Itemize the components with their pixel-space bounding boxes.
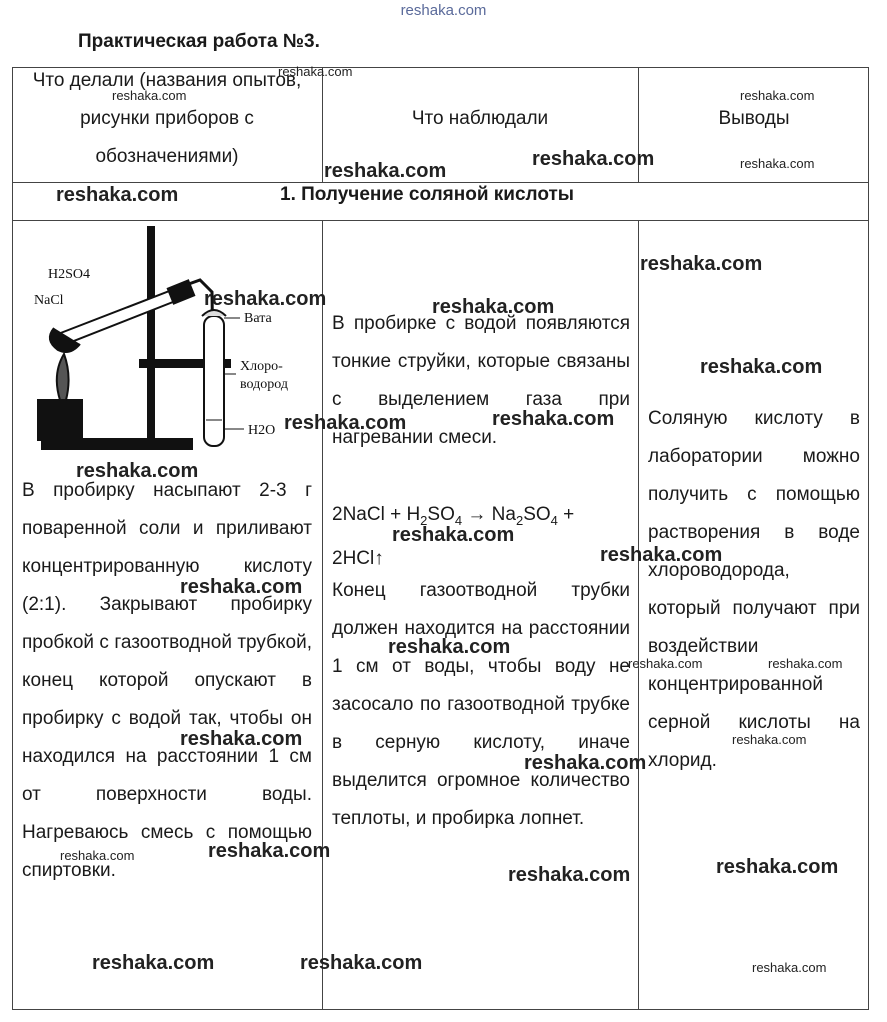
watermark: reshaka.com	[60, 848, 135, 863]
watermark: reshaka.com	[752, 960, 827, 975]
col1-text: В пробирку насыпают 2-3 г поваренной соли и приливают концентрированную кислоту (2:1). Закрывают пробирку пробкой с газоотводной трубкой, конец которой опускают в пробирку с водой так, чтобы он находился на расстоянии 1 см от поверхности воды. Нагреваюсь смесь с помощью спиртовки.	[22, 480, 312, 881]
watermark: reshaka.com	[56, 184, 179, 206]
formula-subscript: 2	[515, 512, 524, 528]
formula-subscript: 2	[420, 512, 428, 528]
watermark: reshaka.com	[180, 576, 303, 598]
header-observed: Что наблюдали	[411, 108, 549, 129]
watermark: reshaka.com	[388, 636, 511, 658]
row-divider	[12, 220, 869, 221]
formula-part: → Na	[462, 504, 516, 525]
site-watermark-top: reshaka.com	[400, 2, 487, 19]
header-conclusions: Выводы	[718, 108, 790, 129]
watermark: reshaka.com	[180, 728, 303, 750]
watermark: reshaka.com	[76, 460, 199, 482]
watermark: reshaka.com	[492, 408, 615, 430]
watermark: reshaka.com	[732, 732, 807, 747]
watermark: reshaka.com	[768, 656, 843, 671]
reaction-tube	[58, 290, 178, 344]
formula-part: SO	[523, 504, 551, 525]
formula-subscript: 4	[550, 512, 558, 528]
label-hcl-2: водород	[240, 377, 288, 392]
stopper	[168, 280, 194, 303]
header-what-done: Что делали (названия опытов, рисунки приборов с обозначениями)	[32, 70, 302, 167]
formula-part: + 2HCl↑	[332, 504, 575, 569]
watermark: reshaka.com	[524, 752, 647, 774]
receiver-tube	[204, 316, 224, 446]
watermark: reshaka.com	[112, 88, 187, 103]
watermark: reshaka.com	[324, 160, 447, 182]
watermark: reshaka.com	[700, 356, 823, 378]
formula-part: 2NaCl + H	[332, 504, 421, 525]
section-title: 1. Получение соляной кислоты	[280, 184, 575, 205]
label-h2so4: H2SO4	[48, 267, 91, 282]
watermark: reshaka.com	[204, 288, 327, 310]
watermark: reshaka.com	[716, 856, 839, 878]
page-title: Практическая работа №3.	[78, 31, 320, 52]
burner	[38, 400, 82, 440]
col3-text: Соляную кислоту в лаборатории можно получить с помощью растворения в воде хлороводорода, который получают при воздействии концентрированной серной кислоты на хлорид.	[648, 408, 860, 771]
col2-text-before: В пробирке с водой появляются тонкие струйки, которые связаны с выделением газа при нагревании смеси.	[332, 313, 630, 448]
column-divider	[322, 67, 323, 183]
watermark: reshaka.com	[640, 253, 763, 275]
watermark: reshaka.com	[740, 156, 815, 171]
col2-text-after: Конец газоотводной трубки должен находится на расстоянии 1 см от воды, чтобы воду не засосало по газоотводной трубке в серную кислоту, иначе выделится огромное количество теплоты, и пробирка лопнет.	[332, 580, 630, 829]
column-divider	[322, 220, 323, 1010]
watermark: reshaka.com	[300, 952, 423, 974]
stand-rod	[148, 227, 154, 441]
watermark: reshaka.com	[392, 524, 515, 546]
watermark: reshaka.com	[508, 864, 631, 886]
watermark: reshaka.com	[432, 296, 555, 318]
formula-part: SO	[427, 504, 455, 525]
label-hcl-1: Хлоро-	[240, 359, 283, 374]
label-nacl: NaCl	[34, 293, 64, 308]
watermark: reshaka.com	[532, 148, 655, 170]
watermark: reshaka.com	[92, 952, 215, 974]
watermark: reshaka.com	[628, 656, 703, 671]
label-h2o: H2O	[248, 423, 276, 438]
watermark: reshaka.com	[278, 64, 353, 79]
watermark: reshaka.com	[600, 544, 723, 566]
watermark: reshaka.com	[740, 88, 815, 103]
column-divider	[638, 220, 639, 1010]
apparatus-drawing	[22, 224, 312, 464]
burner-flame	[57, 354, 69, 400]
formula-subscript: 4	[454, 512, 463, 528]
label-vata: Вата	[244, 311, 272, 326]
watermark: reshaka.com	[284, 412, 407, 434]
watermark: reshaka.com	[208, 840, 331, 862]
